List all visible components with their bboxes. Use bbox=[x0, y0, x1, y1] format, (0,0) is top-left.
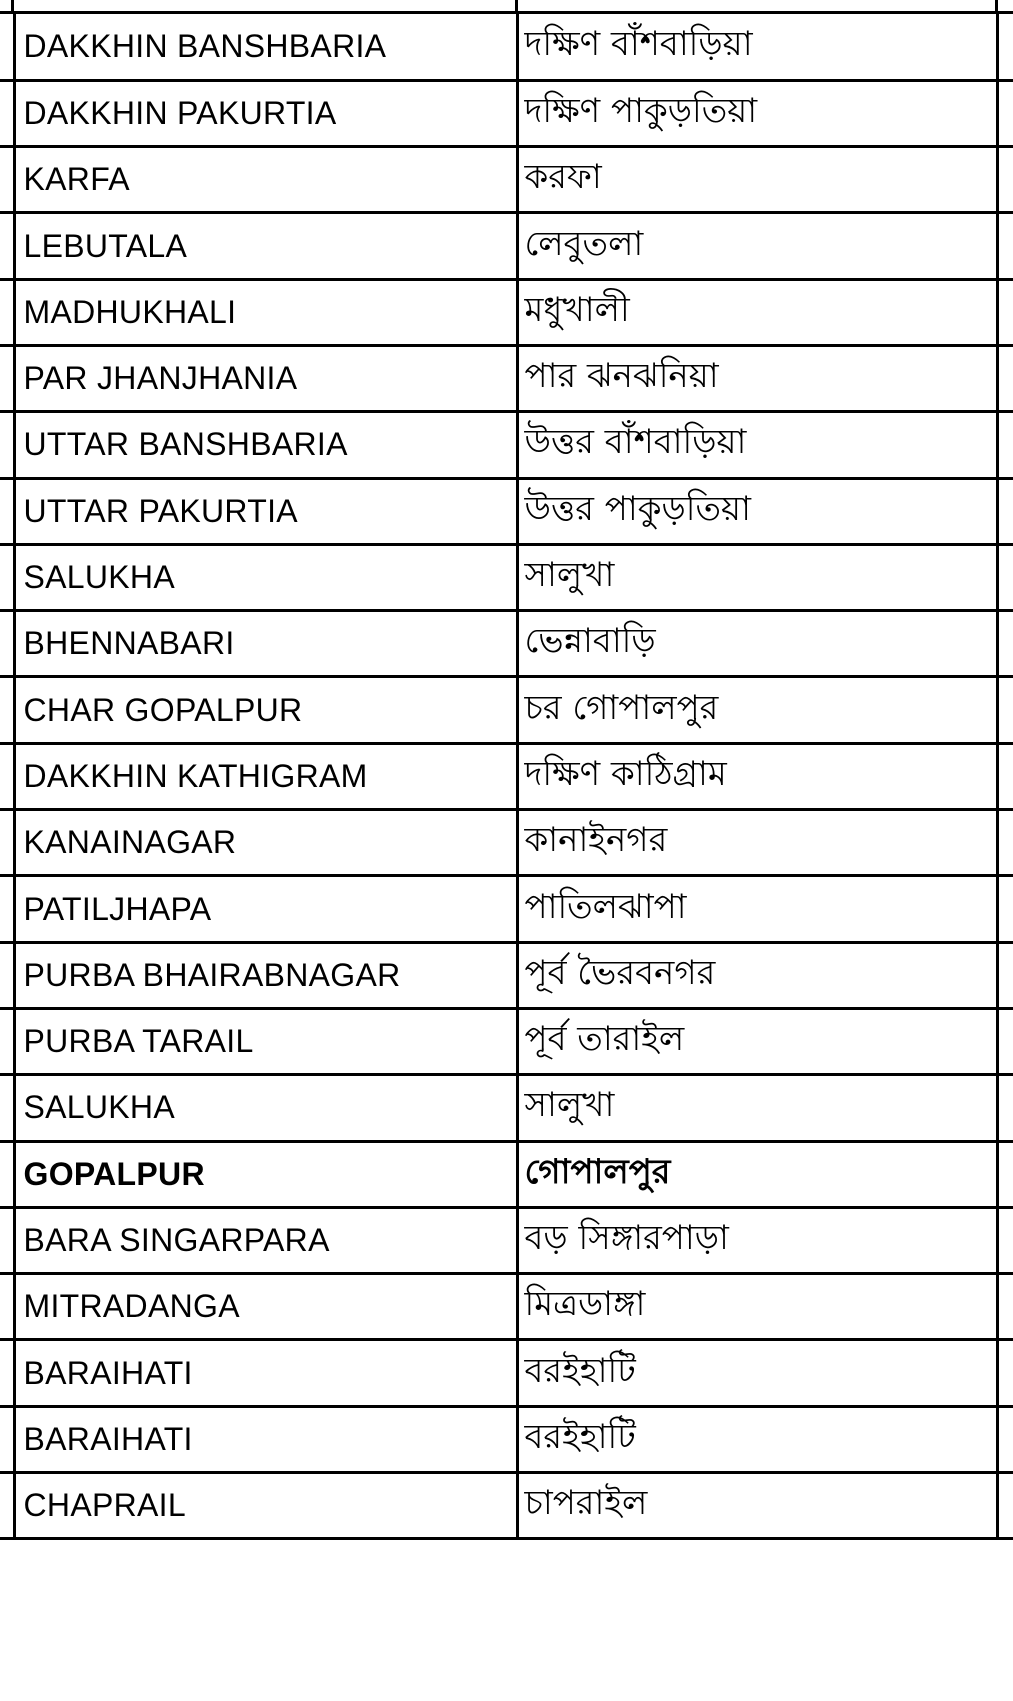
table-row bbox=[0, 1207, 1013, 1273]
row-left-margin bbox=[0, 14, 14, 80]
english-name-cell: BARAIHATI bbox=[14, 1406, 517, 1472]
table-row bbox=[0, 478, 1013, 544]
table-row bbox=[0, 1008, 1013, 1074]
bengali-name-cell: মধুখালী bbox=[517, 279, 997, 345]
row-right-margin bbox=[997, 611, 1013, 677]
row-left-margin bbox=[0, 876, 14, 942]
english-name-cell: BARA SINGARPARA bbox=[14, 1207, 517, 1273]
bengali-name-cell: বড় সিঙ্গারপাড়া bbox=[517, 1207, 997, 1273]
row-right-margin bbox=[997, 1473, 1013, 1539]
cutoff-middle-line bbox=[515, 0, 518, 14]
bengali-name-cell: উত্তর বাঁশবাড়িয়া bbox=[517, 412, 997, 478]
table-row bbox=[0, 279, 1013, 345]
row-left-margin bbox=[0, 810, 14, 876]
bengali-name-cell: কানাইনগর bbox=[517, 810, 997, 876]
bengali-name-cell: সালুখা bbox=[517, 544, 997, 610]
english-name-cell: DAKKHIN BANSHBARIA bbox=[14, 14, 517, 80]
table-row bbox=[0, 80, 1013, 146]
table-row bbox=[0, 412, 1013, 478]
table-row bbox=[0, 1141, 1013, 1207]
bengali-name-cell: মিত্রডাঙ্গা bbox=[517, 1274, 997, 1340]
table-row bbox=[0, 1406, 1013, 1472]
row-right-margin bbox=[997, 1207, 1013, 1273]
bengali-name-cell: দক্ষিণ কাঠিগ্রাম bbox=[517, 743, 997, 809]
bengali-name-cell: দক্ষিণ পাকুড়তিয়া bbox=[517, 80, 997, 146]
village-name-table bbox=[0, 14, 1013, 1540]
table-row bbox=[0, 942, 1013, 1008]
row-left-margin bbox=[0, 80, 14, 146]
row-right-margin bbox=[997, 1075, 1013, 1141]
english-name-cell: SALUKHA bbox=[14, 544, 517, 610]
row-right-margin bbox=[997, 743, 1013, 809]
bengali-name-cell: উত্তর পাকুড়তিয়া bbox=[517, 478, 997, 544]
row-right-margin bbox=[997, 1141, 1013, 1207]
bengali-name-cell: চাপরাইল bbox=[517, 1473, 997, 1539]
row-right-margin bbox=[997, 1406, 1013, 1472]
english-name-cell: PATILJHAPA bbox=[14, 876, 517, 942]
english-name-cell: DAKKHIN KATHIGRAM bbox=[14, 743, 517, 809]
table-row bbox=[0, 1075, 1013, 1141]
row-right-margin bbox=[997, 1340, 1013, 1406]
bengali-name-cell: গোপালপুর bbox=[517, 1141, 997, 1207]
row-right-margin bbox=[997, 478, 1013, 544]
row-left-margin bbox=[0, 611, 14, 677]
bengali-name-cell: পূর্ব ভৈরবনগর bbox=[517, 942, 997, 1008]
english-name-cell: MITRADANGA bbox=[14, 1274, 517, 1340]
row-left-margin bbox=[0, 942, 14, 1008]
cutoff-left-line bbox=[11, 0, 14, 14]
row-left-margin bbox=[0, 1008, 14, 1074]
table-row bbox=[0, 147, 1013, 213]
table-row bbox=[0, 345, 1013, 411]
row-left-margin bbox=[0, 1473, 14, 1539]
bengali-name-cell: লেবুতলা bbox=[517, 213, 997, 279]
row-left-margin bbox=[0, 147, 14, 213]
row-left-margin bbox=[0, 1340, 14, 1406]
bengali-name-cell: করফা bbox=[517, 147, 997, 213]
row-left-margin bbox=[0, 544, 14, 610]
english-name-cell: GOPALPUR bbox=[14, 1141, 517, 1207]
row-right-margin bbox=[997, 677, 1013, 743]
english-name-cell: CHAR GOPALPUR bbox=[14, 677, 517, 743]
row-right-margin bbox=[997, 942, 1013, 1008]
row-left-margin bbox=[0, 1141, 14, 1207]
row-left-margin bbox=[0, 677, 14, 743]
bengali-name-cell: পার ঝনঝনিয়া bbox=[517, 345, 997, 411]
table-row bbox=[0, 544, 1013, 610]
row-right-margin bbox=[997, 1008, 1013, 1074]
row-left-margin bbox=[0, 1274, 14, 1340]
row-right-margin bbox=[997, 279, 1013, 345]
row-right-margin bbox=[997, 810, 1013, 876]
row-right-margin bbox=[997, 213, 1013, 279]
bengali-name-cell: সালুখা bbox=[517, 1075, 997, 1141]
bengali-name-cell: চর গোপালপুর bbox=[517, 677, 997, 743]
english-name-cell: UTTAR PAKURTIA bbox=[14, 478, 517, 544]
table-row bbox=[0, 1473, 1013, 1539]
row-left-margin bbox=[0, 345, 14, 411]
table-row bbox=[0, 14, 1013, 80]
table-row bbox=[0, 677, 1013, 743]
english-name-cell: UTTAR BANSHBARIA bbox=[14, 412, 517, 478]
table-body bbox=[0, 14, 1013, 1539]
bengali-name-cell: বরইহাটি bbox=[517, 1406, 997, 1472]
table-row bbox=[0, 213, 1013, 279]
row-right-margin bbox=[997, 412, 1013, 478]
english-name-cell: LEBUTALA bbox=[14, 213, 517, 279]
bengali-name-cell: পাতিলঝাপা bbox=[517, 876, 997, 942]
english-name-cell: PAR JHANJHANIA bbox=[14, 345, 517, 411]
table-row bbox=[0, 611, 1013, 677]
row-right-margin bbox=[997, 876, 1013, 942]
english-name-cell: KARFA bbox=[14, 147, 517, 213]
english-name-cell: SALUKHA bbox=[14, 1075, 517, 1141]
row-left-margin bbox=[0, 478, 14, 544]
row-right-margin bbox=[997, 147, 1013, 213]
row-right-margin bbox=[997, 345, 1013, 411]
english-name-cell: MADHUKHALI bbox=[14, 279, 517, 345]
table-row bbox=[0, 1274, 1013, 1340]
bengali-name-cell: বরইহাটি bbox=[517, 1340, 997, 1406]
table-row bbox=[0, 810, 1013, 876]
row-right-margin bbox=[997, 1274, 1013, 1340]
cutoff-right-line bbox=[995, 0, 998, 14]
cutoff-header-row bbox=[0, 0, 1013, 14]
english-name-cell: BHENNABARI bbox=[14, 611, 517, 677]
row-right-margin bbox=[997, 14, 1013, 80]
row-left-margin bbox=[0, 279, 14, 345]
bengali-name-cell: পূর্ব তারাইল bbox=[517, 1008, 997, 1074]
english-name-cell: DAKKHIN PAKURTIA bbox=[14, 80, 517, 146]
table-row bbox=[0, 1340, 1013, 1406]
row-left-margin bbox=[0, 743, 14, 809]
table-row bbox=[0, 743, 1013, 809]
row-left-margin bbox=[0, 1207, 14, 1273]
english-name-cell: KANAINAGAR bbox=[14, 810, 517, 876]
row-right-margin bbox=[997, 80, 1013, 146]
english-name-cell: CHAPRAIL bbox=[14, 1473, 517, 1539]
row-right-margin bbox=[997, 544, 1013, 610]
bengali-name-cell: ভেন্নাবাড়ি bbox=[517, 611, 997, 677]
english-name-cell: BARAIHATI bbox=[14, 1340, 517, 1406]
table-row bbox=[0, 876, 1013, 942]
row-left-margin bbox=[0, 1075, 14, 1141]
row-left-margin bbox=[0, 213, 14, 279]
row-left-margin bbox=[0, 1406, 14, 1472]
english-name-cell: PURBA BHAIRABNAGAR bbox=[14, 942, 517, 1008]
row-left-margin bbox=[0, 412, 14, 478]
bengali-name-cell: দক্ষিণ বাঁশবাড়িয়া bbox=[517, 14, 997, 80]
english-name-cell: PURBA TARAIL bbox=[14, 1008, 517, 1074]
